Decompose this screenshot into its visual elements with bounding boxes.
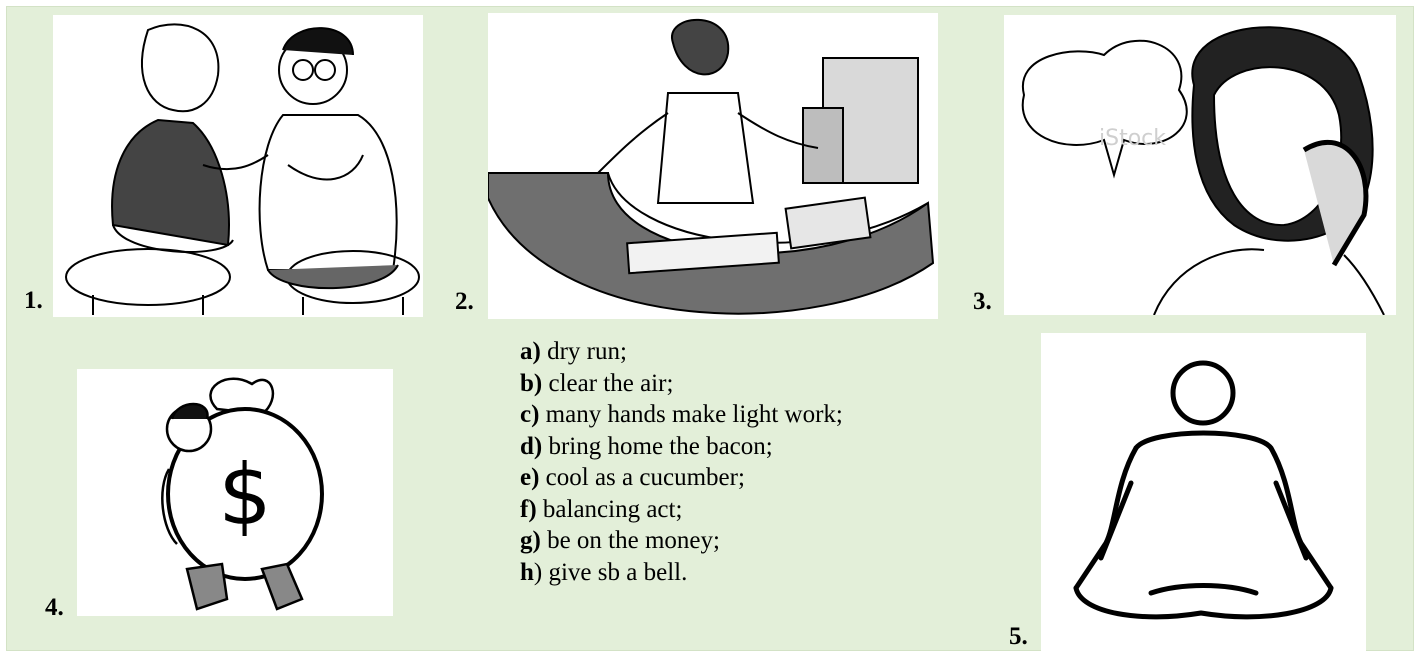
option-text: cool as a cucumber; [539, 464, 745, 491]
option-text: bring home the bacon; [542, 432, 773, 460]
option-text: many hands make light work; [539, 401, 843, 428]
option-letter: h [520, 558, 534, 586]
option-e [520, 462, 843, 494]
picture-number-4: 4. [45, 594, 64, 621]
two-people-talking-illustration [53, 15, 423, 317]
picture-4 [77, 369, 393, 616]
man-carrying-money-bag-illustration [77, 369, 393, 616]
option-letter: a) [520, 338, 541, 365]
option-letter: g) [520, 527, 541, 554]
option-text: clear the air; [542, 369, 674, 397]
woman-on-telephone-with-speech-bubble-illustration [1004, 15, 1396, 315]
picture-3 [1004, 15, 1396, 315]
option-text: ) give sb a bell. [533, 558, 688, 586]
option-letter: c) [520, 401, 540, 428]
watermark-text: iStock [1099, 126, 1166, 151]
option-text: be on the money; [540, 527, 720, 554]
picture-number-5: 5. [1009, 623, 1028, 650]
dollar-sign: $ [218, 446, 272, 544]
picture-number-2: 2. [455, 288, 474, 315]
option-b [520, 368, 843, 400]
picture-2 [488, 13, 938, 319]
picture-number-3: 3. [973, 288, 992, 315]
picture-1 [53, 15, 423, 317]
option-g [520, 525, 843, 557]
picture-5 [1041, 333, 1366, 651]
option-letter: b) [520, 369, 543, 397]
option-h [520, 557, 843, 589]
expression-options-list [520, 336, 843, 588]
option-c [520, 399, 843, 431]
option-a [520, 336, 843, 368]
option-d [520, 431, 843, 463]
option-f [520, 494, 843, 526]
option-text: balancing act; [536, 495, 683, 523]
multitasking-office-worker-illustration [488, 13, 938, 319]
option-text: dry run; [540, 338, 627, 365]
meditating-figure-icon [1041, 333, 1366, 651]
option-letter: f) [520, 495, 537, 523]
option-letter: e) [520, 464, 540, 491]
picture-number-1: 1. [24, 287, 43, 314]
option-letter: d) [520, 432, 543, 460]
exercise-panel [6, 6, 1414, 651]
